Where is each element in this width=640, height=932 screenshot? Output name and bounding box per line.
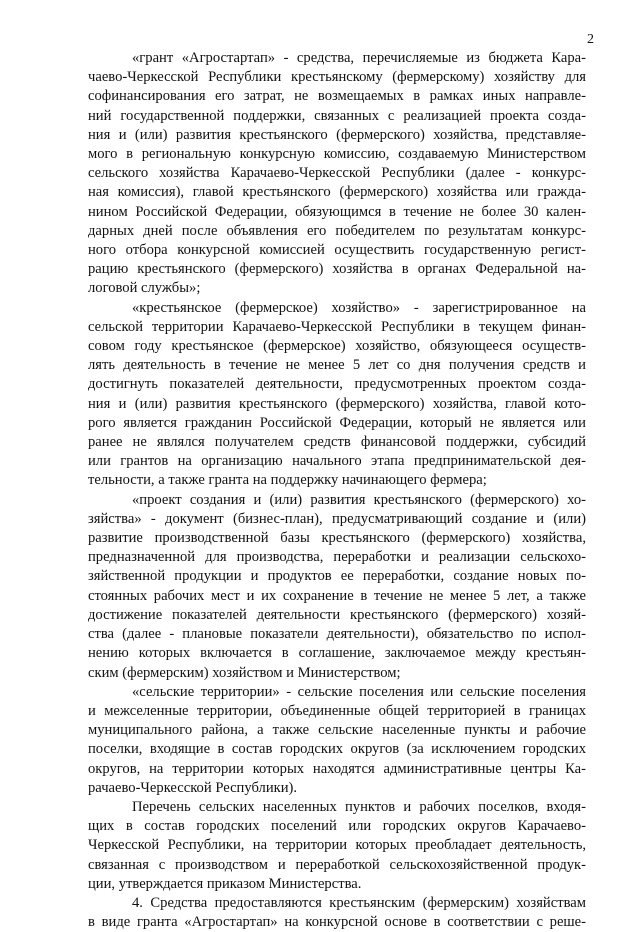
text-line: ским (фермерским) хозяйством и Министерством; [88, 664, 401, 681]
text-line: ния и (или) развития крестьянского (фермерского) хозяйства, представляе- [88, 126, 586, 143]
text-line: софинансирования его затрат, не возмещаемых в рамках иных направле- [88, 88, 586, 105]
paragraph-definition-project [88, 491, 586, 683]
text-line: «грант «Агростартап» - средства, перечисляемые из бюджета Кара- [132, 50, 586, 66]
text-line: ного отбора конкурсной комиссией осуществить государственную регист- [88, 242, 586, 259]
text-line: нению которых включается в соглашение, заключаемое между крестьян- [88, 645, 586, 662]
text-line: или грантов на организацию начального этапа предпринимательской дея- [88, 453, 586, 470]
text-line: рацию крестьянского (фермерского) хозяйства в органах Федеральной на- [88, 261, 586, 278]
text-line: сельского хозяйства Карачаево-Черкесской Республики (далее - конкурс- [88, 165, 586, 182]
text-line: стоянных рабочих мест и их сохранение в течение не менее 5 лет, а также [88, 587, 586, 604]
text-line: поселки, входящие в состав городских округов (за исключением городских [88, 741, 586, 758]
text-line: тельности, а также гранта на поддержку начинающего фермера; [88, 472, 487, 489]
text-line: логовой службы»; [88, 280, 201, 297]
text-line: достигнуть показателей деятельности, предусмотренных проектом созда- [88, 376, 586, 393]
page-number: 2 [587, 32, 594, 47]
text-line: муниципального района, а также сельские населенные пункты и рабочие [88, 722, 586, 739]
text-line: ции, утверждается приказом Министерства. [88, 875, 362, 892]
text-line: связанная с производством и переработкой сельскохозяйственной продук- [88, 856, 586, 873]
text-line: в виде гранта «Агростартап» на конкурсной основе в соответствии с реше- [88, 914, 586, 931]
text-line: Черкесской Республики, на территории которых преобладает деятельность, [88, 837, 586, 854]
text-line: и межселенные территории, объединенные общей территорией в границах [88, 702, 586, 719]
text-line: ства (далее - плановые показатели деятельности), обязательство по испол- [88, 626, 586, 643]
text-line: лять деятельность в течение не менее 5 лет со дня получения средств и [88, 357, 586, 374]
text-line: ная комиссия), главой крестьянского (фермерского) хозяйства или гражда- [88, 184, 586, 201]
text-line: округов, на территории которых находятся административные центры Ка- [88, 760, 586, 777]
text-line: ния и (или) развития крестьянского (фермерского) хозяйства, главой кото- [88, 395, 586, 412]
paragraph-clause-4 [88, 894, 586, 932]
text-line: нином Российской Федерации, обязующимся в течение не более 30 кален- [88, 203, 586, 220]
text-line: достижение показателей деятельности крестьянского (фермерского) хозяй- [88, 606, 586, 623]
text-line: 4. Средства предоставляются крестьянским (фермерским) хозяйствам [132, 894, 586, 911]
text-line: зяйственной продукции и продуктов ее переработки, создание новых по- [88, 568, 586, 585]
text-line: чаево-Черкесской Республики крестьянскому (фермерскому) хозяйству для [88, 69, 586, 86]
text-line: развитие производственной базы крестьянского (фермерского) хозяйства, [88, 530, 586, 547]
text-line: зяйства» - документ (бизнес-план), предусматривающий создание и (или) [88, 510, 586, 527]
text-line: мого в региональную конкурсную комиссию, создаваемую Министерством [88, 146, 586, 163]
document-body [88, 49, 586, 932]
text-line: ранее не являлся получателем средств финансовой поддержки, субсидий [88, 434, 586, 451]
text-line: «крестьянское (фермерское) хозяйство» - зарегистрированное на [132, 299, 586, 316]
text-line: Перечень сельских населенных пунктов и рабочих поселков, входя- [132, 798, 586, 815]
text-line: щих в состав городских поселений или городских округов Карачаево- [88, 818, 586, 835]
text-line: совом году крестьянское (фермерское) хозяйство, обязующееся осуществ- [88, 338, 586, 355]
text-line: дарных дней после объявления его победителем по результатам конкурс- [88, 222, 586, 239]
text-line: «сельские территории» - сельские поселения или сельские поселения [132, 683, 586, 700]
paragraph-paragraph-settlements-list [88, 798, 586, 894]
paragraph-definition-rural-territories [88, 683, 586, 798]
text-line: ний государственной поддержки, связанных с реализацией проекта созда- [88, 107, 586, 124]
text-line: рого является гражданин Российской Федерации, который не является или [88, 414, 586, 431]
paragraph-definition-grant-agrostartap [88, 49, 586, 299]
text-line: рачаево-Черкесской Республики). [88, 779, 298, 796]
paragraph-definition-farm-household [88, 299, 586, 491]
text-line: «проект создания и (или) развития крестьянского (фермерского) хо- [132, 491, 586, 508]
text-line: предназначенной для производства, переработки и реализации сельскохо- [88, 549, 586, 566]
text-line: сельской территории Карачаево-Черкесской Республики в текущем финан- [88, 318, 586, 335]
